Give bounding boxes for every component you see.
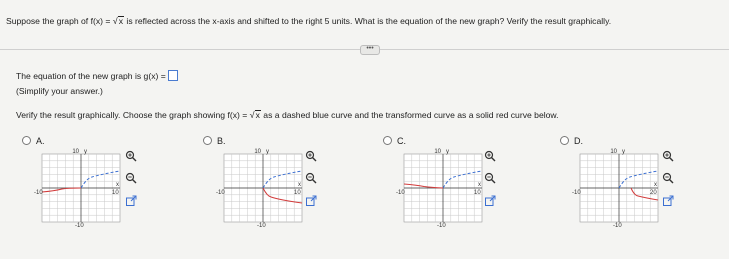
radical-sign: √	[112, 16, 118, 26]
expand-icon[interactable]	[484, 195, 496, 207]
graph-a	[32, 148, 128, 228]
graph-d	[570, 148, 666, 228]
x-axis-label: x	[478, 182, 481, 188]
answer-prompt: The equation of the new graph is g(x) =	[16, 71, 166, 81]
answer-input[interactable]	[168, 70, 178, 81]
expand-icon[interactable]	[305, 195, 317, 207]
radio-button[interactable]	[203, 136, 212, 145]
x-max-label: 10	[112, 190, 119, 196]
y-min-label: -10	[257, 223, 266, 228]
option-label: A.	[36, 136, 45, 146]
y-max-label: 10	[434, 149, 441, 155]
y-min-label: -10	[75, 223, 84, 228]
question-suffix: is reflected across the x-axis and shifted to the right 5 units. What is the equation of the new graph? Verify the result graphically.	[124, 16, 612, 26]
question-text	[6, 15, 724, 27]
more-button[interactable]: •••	[360, 45, 380, 55]
option-d[interactable]	[560, 136, 583, 146]
x-min-label: -10	[216, 190, 225, 196]
x-min-label: -10	[34, 190, 43, 196]
question-func-lhs: f(x) =	[90, 16, 113, 26]
y-axis-label: y	[446, 149, 449, 155]
y-max-label: 10	[72, 149, 79, 155]
option-label: C.	[397, 136, 406, 146]
x-max-label: 20	[650, 190, 657, 196]
verify-text	[16, 110, 559, 120]
option-c[interactable]	[383, 136, 406, 146]
y-axis-label: y	[84, 149, 87, 155]
graph-b	[214, 148, 310, 228]
zoom-in-icon[interactable]	[125, 150, 137, 162]
option-b[interactable]	[203, 136, 226, 146]
x-max-label: 10	[294, 190, 301, 196]
question-prefix: Suppose the graph of	[6, 16, 91, 26]
y-min-label: -10	[437, 223, 446, 228]
verify-prefix: Verify the result graphically. Choose the graph showing	[16, 110, 228, 120]
zoom-out-icon[interactable]	[662, 172, 674, 184]
zoom-out-icon[interactable]	[484, 172, 496, 184]
x-max-label: 10	[474, 190, 481, 196]
verify-suffix: as a dashed blue curve and the transformed curve as a solid red curve below.	[260, 110, 559, 120]
expand-icon[interactable]	[125, 195, 137, 207]
zoom-in-icon[interactable]	[305, 150, 317, 162]
radio-button[interactable]	[22, 136, 31, 145]
zoom-out-icon[interactable]	[305, 172, 317, 184]
y-axis-label: y	[266, 149, 269, 155]
option-label: B.	[217, 136, 226, 146]
expand-icon[interactable]	[662, 195, 674, 207]
option-label: D.	[574, 136, 583, 146]
y-min-label: -10	[613, 223, 622, 228]
zoom-in-icon[interactable]	[484, 150, 496, 162]
verify-func-radicand: x	[255, 110, 260, 120]
x-min-label: -10	[396, 190, 405, 196]
x-axis-label: x	[116, 182, 119, 188]
verify-func-lhs: f(x) =	[227, 110, 250, 120]
radical-sign: √	[249, 110, 255, 120]
y-max-label: 10	[610, 149, 617, 155]
question-func-radicand: x	[118, 16, 124, 26]
y-max-label: 10	[254, 149, 261, 155]
option-a[interactable]	[22, 136, 45, 146]
radio-button[interactable]	[560, 136, 569, 145]
answer-line	[16, 70, 178, 81]
answer-hint: (Simplify your answer.)	[16, 86, 103, 96]
x-min-label: -10	[572, 190, 581, 196]
zoom-in-icon[interactable]	[662, 150, 674, 162]
radio-button[interactable]	[383, 136, 392, 145]
graph-c	[394, 148, 490, 228]
y-axis-label: y	[622, 149, 625, 155]
x-axis-label: x	[654, 182, 657, 188]
zoom-out-icon[interactable]	[125, 172, 137, 184]
x-axis-label: x	[298, 182, 301, 188]
